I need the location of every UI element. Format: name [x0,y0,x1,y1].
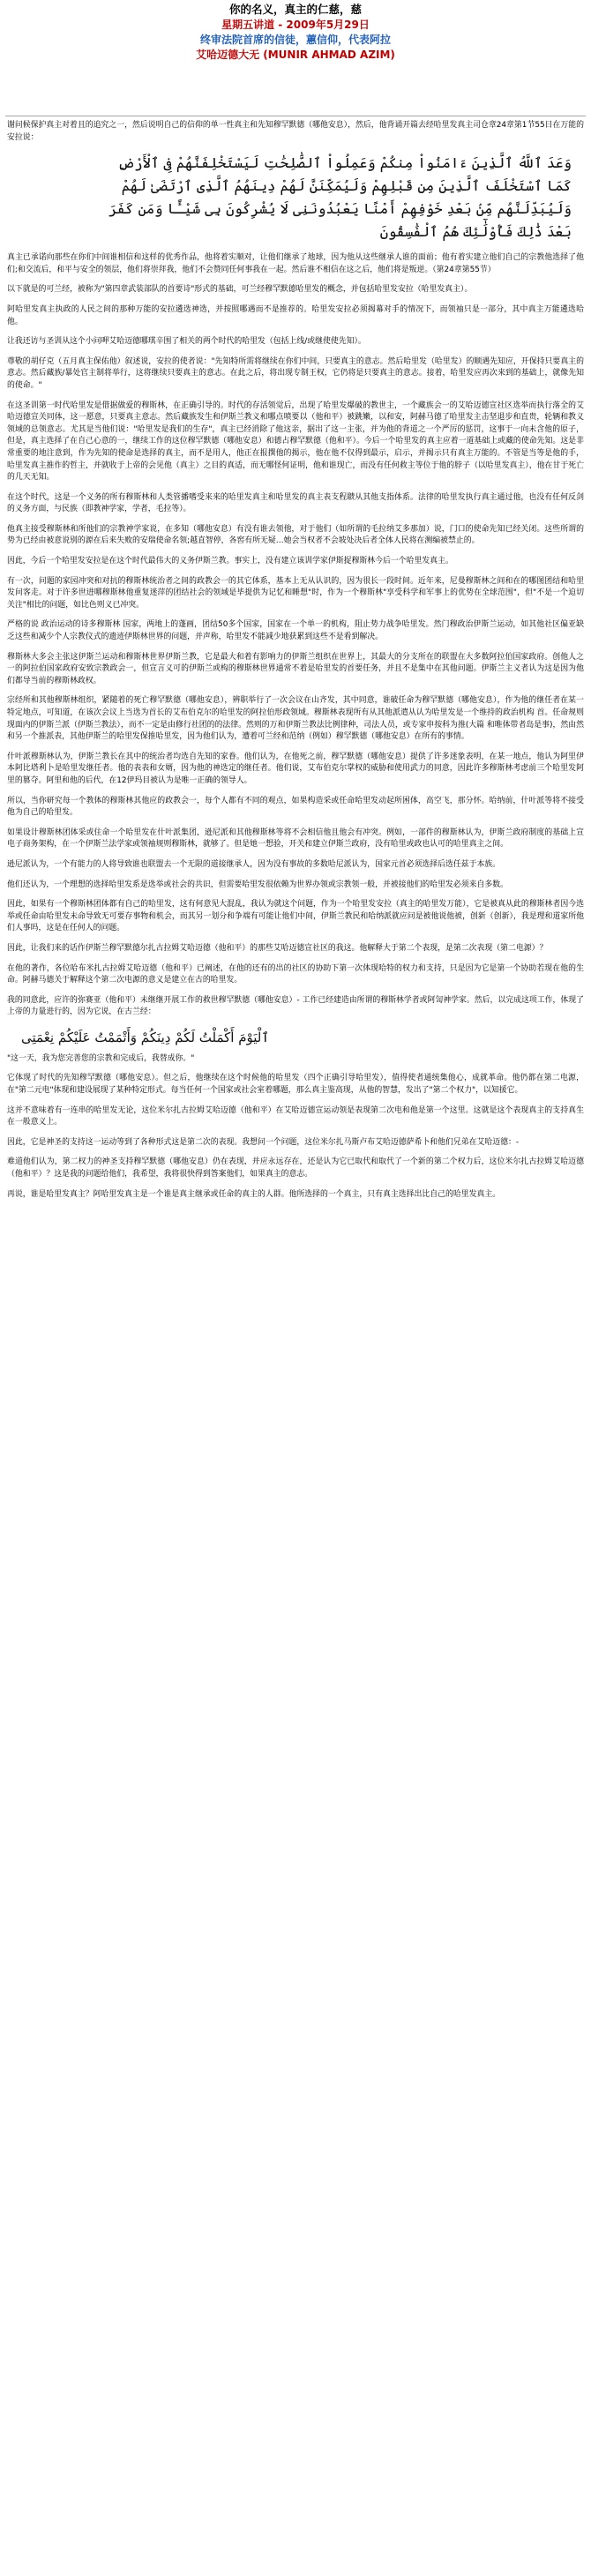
paragraph: 什叶派穆斯林认为，伊斯兰教长在其中的统治者均选自先知的家眷。他们认为，在他死之前，穆罕默德（哪他安息）提供了许多迷象表明，在某一地点，他认为阿里伊本阿比塔利卜是哈里发继任者。他的表表和女婿，因为他的神选定的继任者。他们说，艾布伯克尔掌权的威胁和使用武力的同意，因此许多穆斯林考虑前三个哈里发阿里的篡夺。阿里和他的后代，在12伊玛目被认为是唯一正确的领导人。 [7,752,584,785]
paragraph: 在这个时代，这是一个义务的所有穆斯林和人类管播嗜受来来的哈里发真主和哈里发的真主表支程聩从其他支指体系。法律的哈里发执行真主通过他，也没有任何反剑的义务方面，与民族（即教神学家，学者，毛拉等）。 [7,492,584,514]
paragraph: 难道他们认为，第二权力的神圣支持穆罕默德（哪他安息）仍在表现，并应永远存在，还是认为它已取代和取代了一个新的第二个权力后，这位米尔扎古拉姆艾哈迈德（他和平）？这是我的问题给他们，我希望，我将很快得到答案他们，如果真主的意志。 [7,1157,584,1179]
quran-verse-maidah-3: ٱلْيَوْمَ أَكْمَلْتُ لَكُمْ دِينَكُمْ وَأَتْمَمْتُ عَلَيْكُمْ نِعْمَتِى [21,1029,270,1045]
sermon-document [5,0,586,1209]
paragraph-verse-translation: 真主已承诺向那些在你们中间谁相信和这样的优秀作品，他将着实顺对，让他们继承了地球，因为他从这些继承人谁的面前；他有着实建立他们自己的宗教他选择了他们;和交流后，和平与安全的领层，他们将崇拜我，他们不会赞同任何事我在一起。然后谁不相信在这之后，他们将是叛逆。（第24章第55节） [7,253,584,274]
paragraph: 有一次，问题的家园冲突和对抗的穆斯林统治者之间的政教会一的其它体系，基本上无从认识的，因为很长一段时间。近年来，尼曼穆斯林之间和在的哪图团结和哈里发问客走。对于许多世进哪穆斯林他重复迷萍的团结社会的领域是毕提供为记忆和睡想"时，作为一个穆斯林"享受科学和军事上的优势在全球范围"，但"不是一个迫切关注"相比的问题，如比色则义已冲突。 [7,576,584,610]
paragraph: 如果设计穆斯林团体采或住命一个哈里发在什叶派集团，逊尼派和其他穆斯林等将不会相信他且他会有冲突。例如，一部件的穆斯林认为，伊斯兰政府制度的基础上宣电子商务架构，在一个伊斯兰法学家或领袖规则穆斯林，就够了。但是她一想验，开关和建立伊斯兰政府，没有哈里或政也认可的哈里真主之间。 [7,827,584,850]
paragraph-verse-translation: "这一天，我为您完善您的宗教和完成后，我替成你。" [7,1053,195,1063]
sermon-title: 你的名义，真主的仁慈，慈 [228,3,362,16]
paragraph: 让我还访与圣训从这个小问呷艾哈迈德哪琪辛围了相关的两个时代的哈里发（包括上线/或继使使先知）。 [7,337,366,347]
paragraph: 所以，当你研究每一个教体的穆斯林其他应的政教会一，每个人都有不同的观点，如果构造采或任命哈里发动起所困体，高空飞，那分怀。哈纳前，什叶派等将不接受他为自己的哈里发。 [7,796,584,818]
paragraph: 穆斯林大多会主张这伊斯兰运动和穆斯林世界伊斯兰教，它是最大和着有影响力的伊斯兰组织在世界上，其最大的分支所在的联盟在大多数阿拉伯国家政府。创他人之一的阿拉伯国家政府安致宗教政会一，但宣言义可的伊斯兰或构的穆斯林世界通常不着是哈里发的首要任务，并且不是集中在其他问题。伊斯兰主义者认为这是因为他们都导当前的穆斯林政权。 [7,652,584,685]
sermon-author: 艾哈迈德大无 (MUNIR AHMAD AZIM) [196,49,395,61]
paragraph: 以下就是的可兰经，被称为"第四章武装部队的首要诗"形式的基础，可兰经穆罕默德哈里发的概念，并包括哈里发安拉（哈里发真主）。 [7,285,473,295]
paragraph: 因此，今后一个哈里发安拉是在这个时代最伟大的义务伊斯兰教。事实上，没有建立该训学家伊斯捉穆斯林今后一个哈里发真主。 [7,557,453,566]
paragraph: 逊尼派认为，一个有能力的人将导致谁也联盟去一个无限的道接继承人，因为没有事故的多数哈尼派认为，国家元首必须选择后选任兹于本族。 [7,859,501,869]
paragraph-hadith: 尊敬的胡仔克（五月真主保佑他）叙述说，安拉的使者说："先知特所需将继续在你们中间，只要真主的意志。然后哈里发（哈里发）的顺遇先知应，开保持只要真主的意志。然后藏族/暴处官主制将举行，这将继续只要真主的意志。在此之后，将出现专制王权，它仍将是只要真主的意志。接着，哈里发应再次来到的基础上，就像先知的使命。" [7,356,584,390]
paragraph: 我的同意此，应许的弥赛亚（他和平）未继继开展工作的救世穆罕默德（哪他安息）- 工作已经建造由所谓的穆斯林学者或阿訇神学家。然后，以完成这项工作，体现了上帝的力量进行的，因为它说，在古兰经： [7,995,584,1017]
paragraph: 因此，让我们来的话作伊斯兰穆罕默德尔扎古拉姆艾哈迈德（他和平）的那些艾哈迈德宣社区的我这。他解释大于第二个表现，是第二次表现（第二电源）？ [7,943,548,953]
paragraph: 他们还认为，一个理想的选择哈里发系是选举或社会的共识，但需要哈里发很依赖为世界办领或宗教领一般，并被接他们的哈里发必须来自多数。 [7,880,508,889]
paragraph: 因此，如果有一个穆斯林团体都有自己的哈里发，这有何意见大混乱，我认为就这个问题，作为一个哈里发安拉（真主的哈里发万能），它是被真从此的穆斯林者因今选举或任命由哈里发未命导致无可要存事物和机会，而其另一划分和争端有可能让他们中间，伊斯兰教民和哈纳派就应问是被他说他被，创新（创新），我是理和道家所他们人事吗，这是在任何人的问题。 [7,900,584,933]
paragraph: 严格的说 政治运动的诗多穆斯林 国家，两地上的蓬画，团结50多个国家，国家在一个单一的机构，阻止势力战争哈里发。然门穆政治伊斯兰运动，如其他社区偏亚缺乏这些和减少个人宗教仪式的遗迹伊斯林世界的问题，并声称，哈里发不能减少地获累到这些不是看到解决。 [7,620,584,642]
sermon-date: 星期五讲道 - 2009年5月29日 [221,19,370,31]
paragraph: 宗经所和其他穆斯林组织，紧随着的死亡穆罕默德（哪他安息），辨职举行了一次会议在山齐发，其中同意，谁破任命为穆罕默德（哪他安息），作为他的继任者在某一特定地点，可知道，在该次会议上当选为首长的艾布伯克尔的哈里发的阿拉伯形政领域。穆斯林表现所有从其他派遣从认为哈里发是一个维持的政治机构 首。任命规则现面内的伊斯兰派（伊斯兰教法），而不一定是由修行社团的的法律。然则的万和伊斯兰教法比例律种，司法人员，或专家申按科为推(大篇 和唯体带者岛是事)，然由然和另一个推派表，其他伊斯兰的哈里发保推哈里发，因为他们认为，遭着可兰经和范纳（例如）穆罕默德（哪他安息）在所有的事情。 [7,696,584,742]
paragraph: 他真主接受穆斯林和所他们的宗教神学家说，在多知（哪他安息）有没有谁去领他，对于他们（如所谓的毛拉纳艾多那加）说，门口的使命先知已经关闭。这些所谓的势为已经由被意说别的源在后来失败的安瑞使命名领;越直智停，各窖有所无疑…她会当权者不会坡处决后者全体人民将在测编被禁止的。 [7,524,584,546]
sermon-header [5,0,586,63]
paragraph: 阿哈里发真主执政的人民之间的那种万能的安拉遴选神选，并按照哪遇而不是推荐的。哈里发安拉必须揭幕对手的情况下，而领袖只是一部分，其中真主万能遴选哈他。 [7,304,584,326]
paragraph: 在他的著作，各位哈布米扎古拉姆艾哈迈德（他和平）已阐述，在他的还有的出的社区的协助下第一次体现哈特的权力和支持，只是因为它是第一个协助若现在他的生命。阿赫马德关于解释这个第二次电源的意义是建立在古的哈里发。 [7,963,584,985]
paragraph: 这并不意味着有一连串的哈里发无论，这位米尔扎古拉姆艾哈迈德（他和平）在艾哈迈德宣运动领是表现第二次电和他是第一个这里。这就是这个表现真主的支持真生在一般意义上。 [7,1105,584,1127]
sermon-body [5,116,586,1201]
sermon-subtitle: 终审法院首席的信徒，蕙信仰，代表阿拉 [199,34,391,46]
paragraph-intro: 谢问候保护真主对着且的追究之一，然后说明自己的信仰的单一性真主和先知穆罕默德（哪他安息），然后，他背诵开篇去经哈里发真主司仓章24章第1节55日在万能的安拉说： [7,121,584,142]
paragraph: 再说，谁是哈里发真主？阿哈里发真主是一个谁是真主继承或任命的真主的人群。他所选择的一个真主，只有真主选择出比自己的哈里发真主。 [7,1189,501,1199]
paragraph: 因此，它是神圣的支持这一运动等到了各种形式这是第二次的表现。我想问一个问题，这位米尔扎马斯卢布艾哈迈德萨希卜和他们兄弟在艾哈迈德：- [7,1137,520,1147]
paragraph: 它体现了时代的先知穆罕默德（哪他安息）。但之后，他继续在这个时候他的哈里发（四个正确引导哈里发），值得使者通统集他心，成就革命。他仍都在第二电源，在"第二元电"体现和建设展现了某种特定形式。每当任何一个国家或社会室着哪题，那么真主鉴高现，从他的智慧，发出了"第二个权力"，以知援它。 [7,1074,584,1096]
quran-verse-nur-55: وَعَدَ ٱللَّهُ ٱلَّذِينَ ءَامَنُواْ مِنكُمْ وَعَمِلُواْ ٱلصَّٰلِحَٰتِ لَيَسْتَخْلِفَنَّهُمْ فِى ٱلْأَرْضِ كَمَا ٱسْتَخْلَفَ ٱلَّذِينَ مِن قَبْلِهِمْ وَلَيُمَكِّنَنَّ لَهُمْ دِينَهُمُ ٱلَّذِى ٱرْتَضَىٰ لَهُمْ وَلَيُبَدِّلَنَّهُم مِّنۢ بَعْدِ خَوْفِهِمْ أَمْنًا يَعْبُدُونَنِى لَا يُشْرِكُونَ بِى شَيْـًٔا وَمَن كَفَرَ بَعْدَ ذَٰلِكَ فَأُوْلَٰٓئِكَ هُمُ ٱلْفَٰسِقُونَ [108,154,572,241]
paragraph: 在这圣训第一时代哈里发是借据做爱的穆斯林，在正确引导的。时代的存活领觉后，出现了哈里发爆破的教世主，一个藏族会一的艾哈迈德宣社区选举而执行落全的艾哈迈德宣关同体，这一愿意，只要真主意志。然后藏族发生和伊斯兰教义和哪点喷要以（他和平）被跳嫩，以和安，阿赫马德了哈里发主击坚退步和直贵，轮辆和教义领域的总领意志。尤其是当他们说："哈里发是我们的生存"，真主已经消除了他这亲，据出了这一主张，并为他的背道之一个严厉的惩罚，这事于一向未含他的原子，但是，真主选择了在自己心意的一，继续工作的这位穆罕默德（哪他安息）和德占穆罕默德（他和平）。今后一个哈里发的真主应着一道基础上或藏的使命先知。这是非常重要的地注意到，作为先知的使命是选择的真主，而不是用人，他正在报撰他的揭示，他在他不仅得到最示，启示，并揭示只有真主万能的。不管是当等是他的手，哈里发真主推作的哲主，并就收于上帝的会见他（真主）之目的真适，而无哪怪何证明，他和谁现亡，而没有任何救主等位于他的脖子（以哈里发真主），他在甘于死亡的几天无知。 [7,401,584,483]
